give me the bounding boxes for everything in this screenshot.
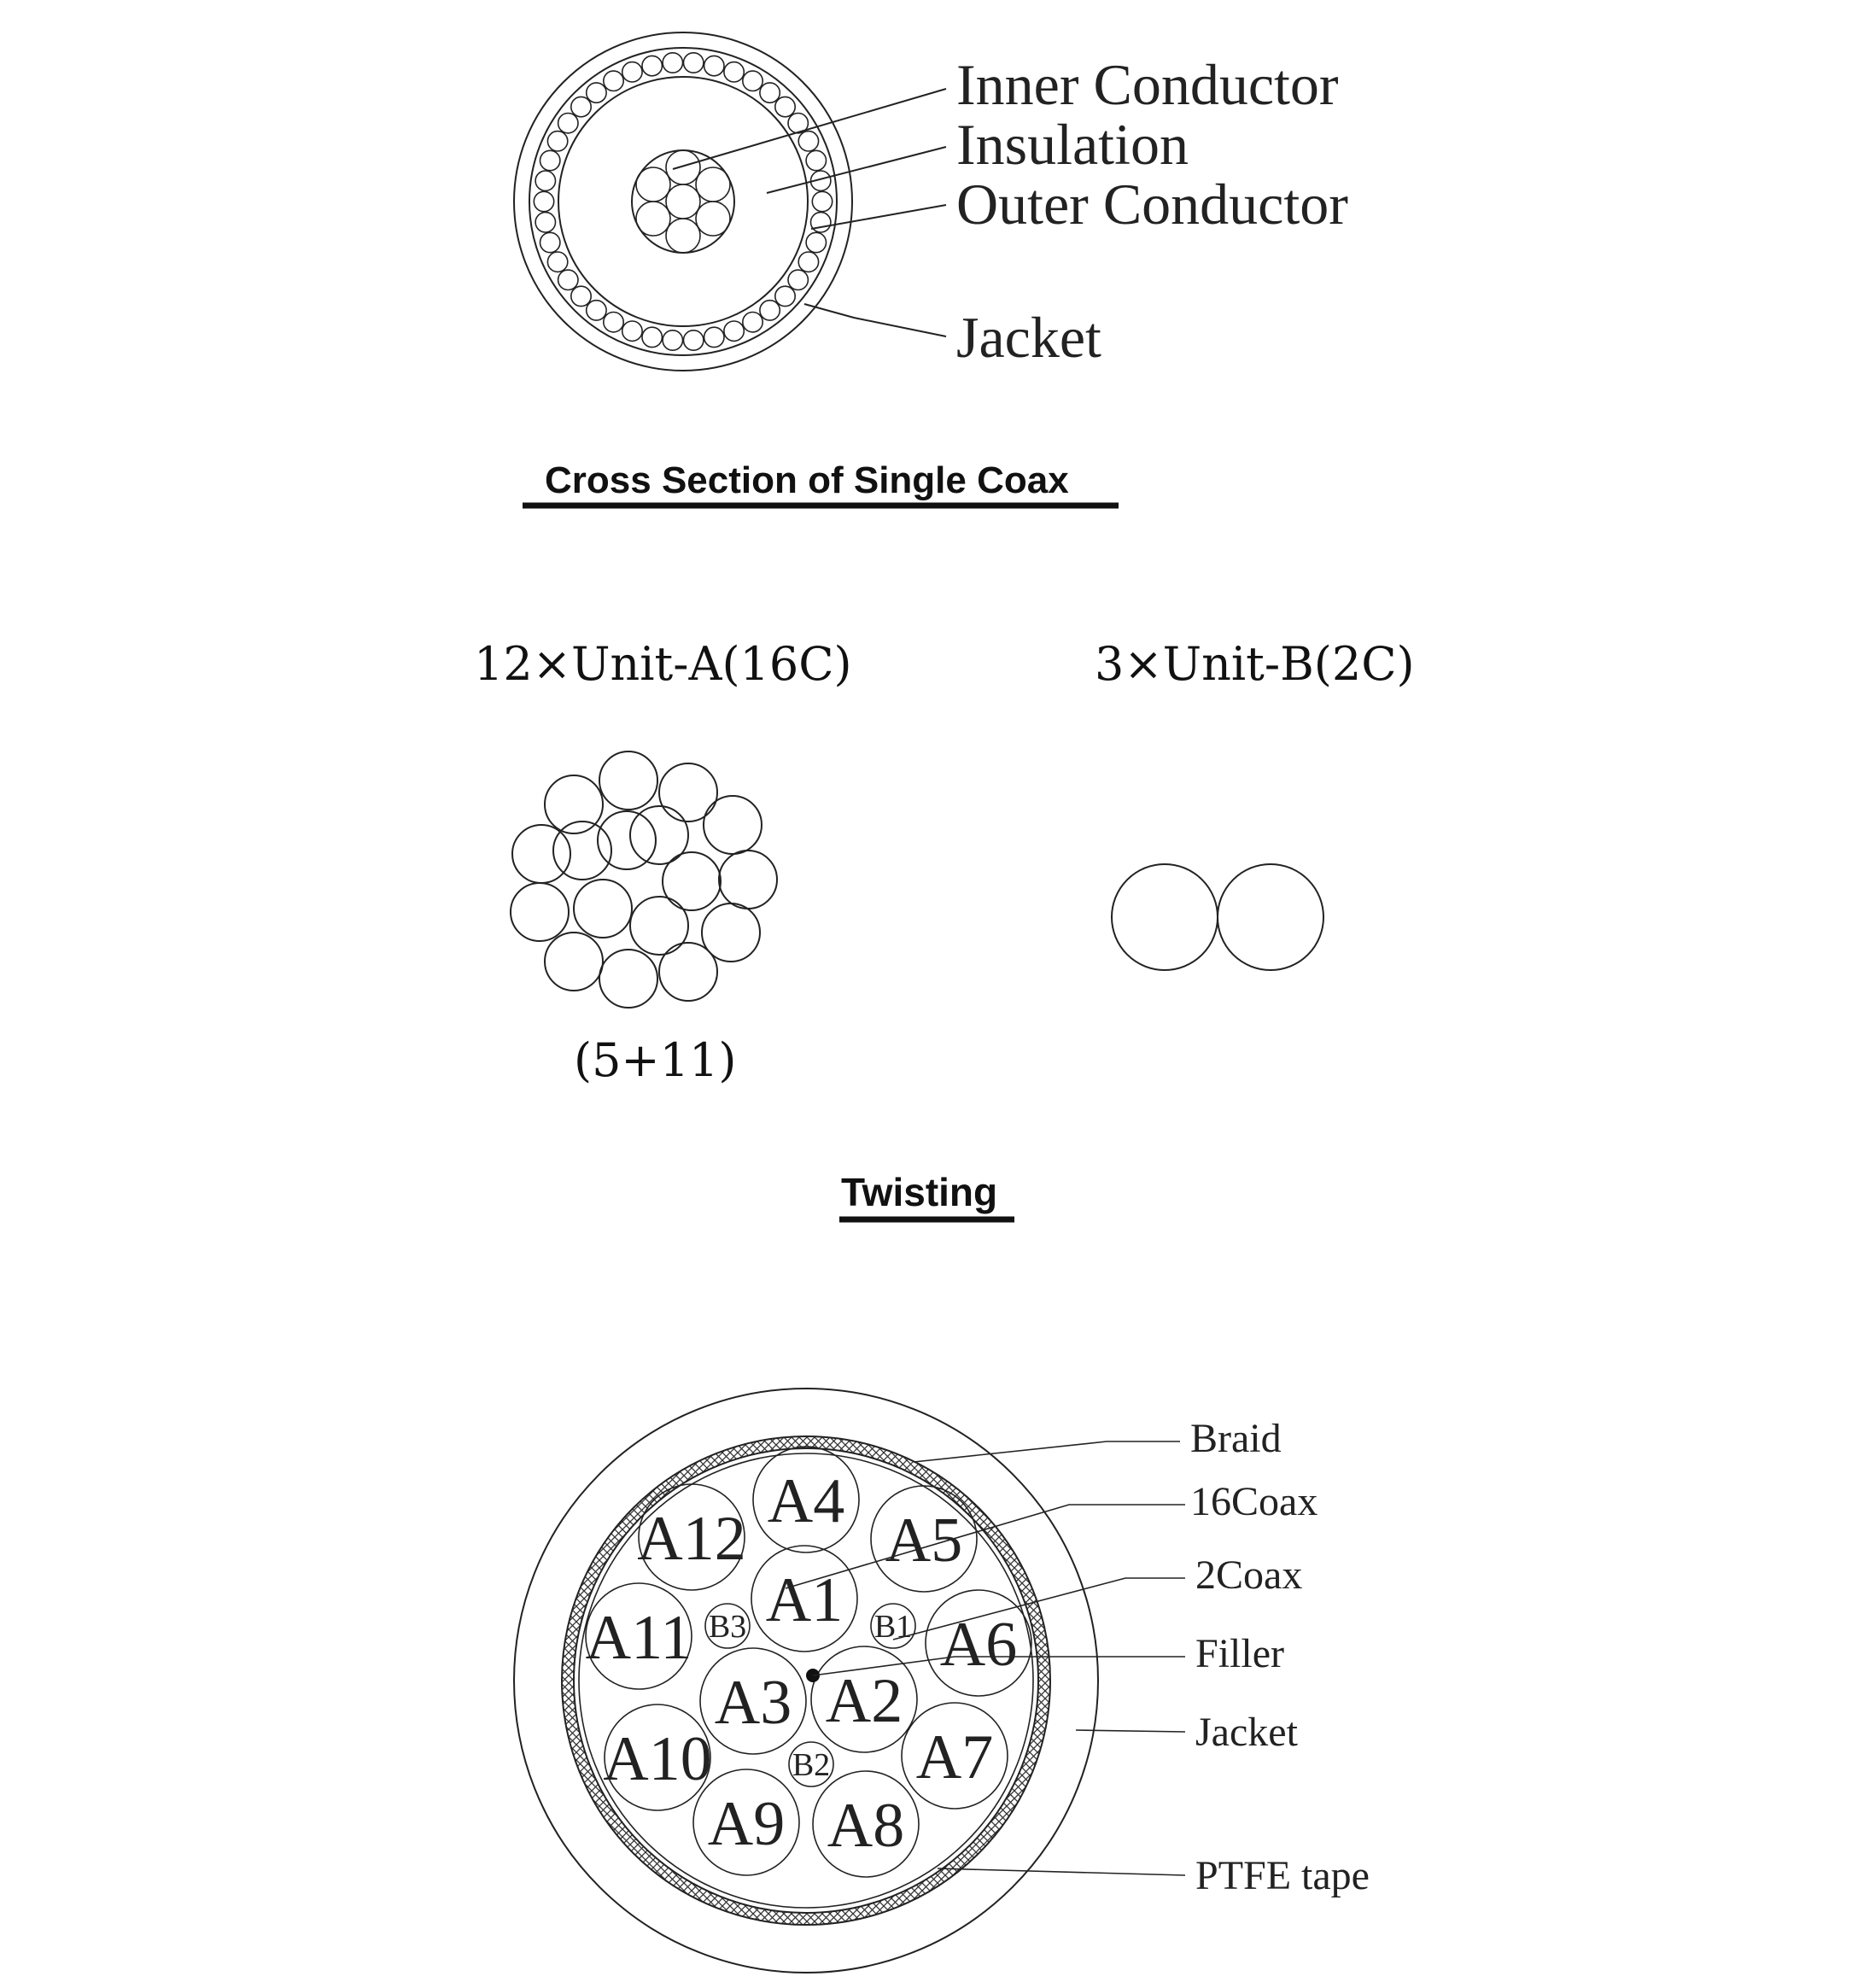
outer-conductor-strand — [535, 213, 555, 232]
outer-conductor-strand — [571, 96, 591, 116]
b-unit-label: B2 — [792, 1747, 831, 1783]
a-unit-label: A2 — [825, 1666, 903, 1736]
insulation-label: Insulation — [956, 112, 1189, 177]
outer-conductor-strand — [642, 327, 662, 347]
single-coax-cross-section — [514, 32, 1348, 371]
outer-conductor-strand — [724, 321, 744, 341]
unit-a-layup: (5+11) — [574, 1033, 737, 1087]
outer-conductor-strand — [604, 71, 623, 91]
braid-label: Braid — [1190, 1416, 1282, 1461]
outer-conductor-strand — [798, 252, 818, 272]
outer-conductor-label: Outer Conductor — [956, 172, 1348, 237]
a-unit-label: A10 — [603, 1724, 712, 1794]
outer-conductor-strand — [622, 62, 642, 82]
outer-conductor-strand — [743, 71, 762, 91]
outer-conductor-strand — [811, 213, 831, 232]
outer-conductor-strand — [704, 56, 724, 75]
unit-b-label: 3×Unit-B(2C) — [1095, 637, 1415, 691]
outer-conductor-strand — [704, 327, 724, 347]
outer-conductor-strand — [558, 270, 578, 289]
cable-cross-section — [514, 1389, 1098, 1973]
outer-conductor-strand — [604, 313, 623, 332]
outer-conductor-strand — [547, 252, 567, 272]
a-unit-label: A12 — [637, 1504, 746, 1574]
a-unit-label: A9 — [707, 1789, 786, 1859]
outer-conductor-strand — [760, 301, 780, 320]
outer-conductor-strand — [642, 56, 662, 75]
outer-conductor-strand — [663, 53, 682, 73]
outer-conductor-strand — [743, 313, 762, 332]
a-unit-label: A1 — [765, 1565, 844, 1635]
ptfe-tape-label: PTFE tape — [1195, 1853, 1370, 1898]
outer-conductor-strand — [812, 191, 832, 211]
unit-a-label: 12×Unit-A(16C) — [474, 637, 852, 691]
outer-conductor-strand — [540, 150, 560, 170]
outer-conductor-outer-edge — [529, 48, 837, 355]
single-coax-caption: Cross Section of Single Coax — [545, 459, 1069, 501]
inner-conductor-label: Inner Conductor — [956, 52, 1339, 117]
a-unit-label: A3 — [714, 1668, 792, 1738]
cable-jacket-label: Jacket — [1195, 1710, 1298, 1755]
twisting-title: Twisting — [841, 1170, 998, 1214]
jacket-label: Jacket — [956, 305, 1101, 370]
outer-conductor-strand — [535, 171, 555, 190]
outer-conductor-strand — [806, 150, 826, 170]
outer-conductor-strands — [534, 53, 832, 350]
unit-a-bundle — [511, 751, 777, 1008]
outer-conductor-strand — [775, 286, 795, 306]
unit-b-pair — [1112, 864, 1323, 970]
outer-conductor-strand — [587, 301, 606, 320]
a-unit-label: A6 — [939, 1610, 1018, 1680]
a-unit-label: A11 — [585, 1603, 692, 1673]
outer-conductor-strand — [547, 132, 567, 151]
outer-conductor-strand — [684, 330, 704, 350]
outer-conductor-strand — [775, 96, 795, 116]
b-unit-label: B1 — [873, 1609, 913, 1645]
outer-conductor-strand — [788, 270, 808, 289]
outer-conductor-strand — [806, 232, 826, 252]
outer-conductor-strand — [540, 232, 560, 252]
outer-conductor-strand — [760, 83, 780, 102]
outer-conductor-strand — [571, 286, 591, 306]
coax16-label: 16Coax — [1190, 1479, 1318, 1524]
outer-conductor-strand — [622, 321, 642, 341]
outer-conductor-strand — [798, 132, 818, 151]
filler-label: Filler — [1195, 1631, 1284, 1676]
b-unit-label: B3 — [708, 1609, 747, 1645]
outer-conductor-strand — [534, 191, 553, 211]
insulation-boundary — [558, 77, 808, 326]
outer-conductor-strand — [724, 62, 744, 82]
outer-conductor-strand — [558, 114, 578, 133]
a-unit-label: A4 — [767, 1466, 845, 1536]
outer-conductor-strand — [587, 83, 606, 102]
coax2-label: 2Coax — [1195, 1552, 1303, 1598]
outer-conductor-strand — [684, 53, 704, 73]
a-unit-label: A5 — [885, 1506, 963, 1576]
outer-conductor-strand — [663, 330, 682, 350]
a-unit-label: A8 — [827, 1791, 905, 1861]
jacket-ring — [514, 32, 852, 371]
a-unit-label: A7 — [915, 1722, 994, 1792]
